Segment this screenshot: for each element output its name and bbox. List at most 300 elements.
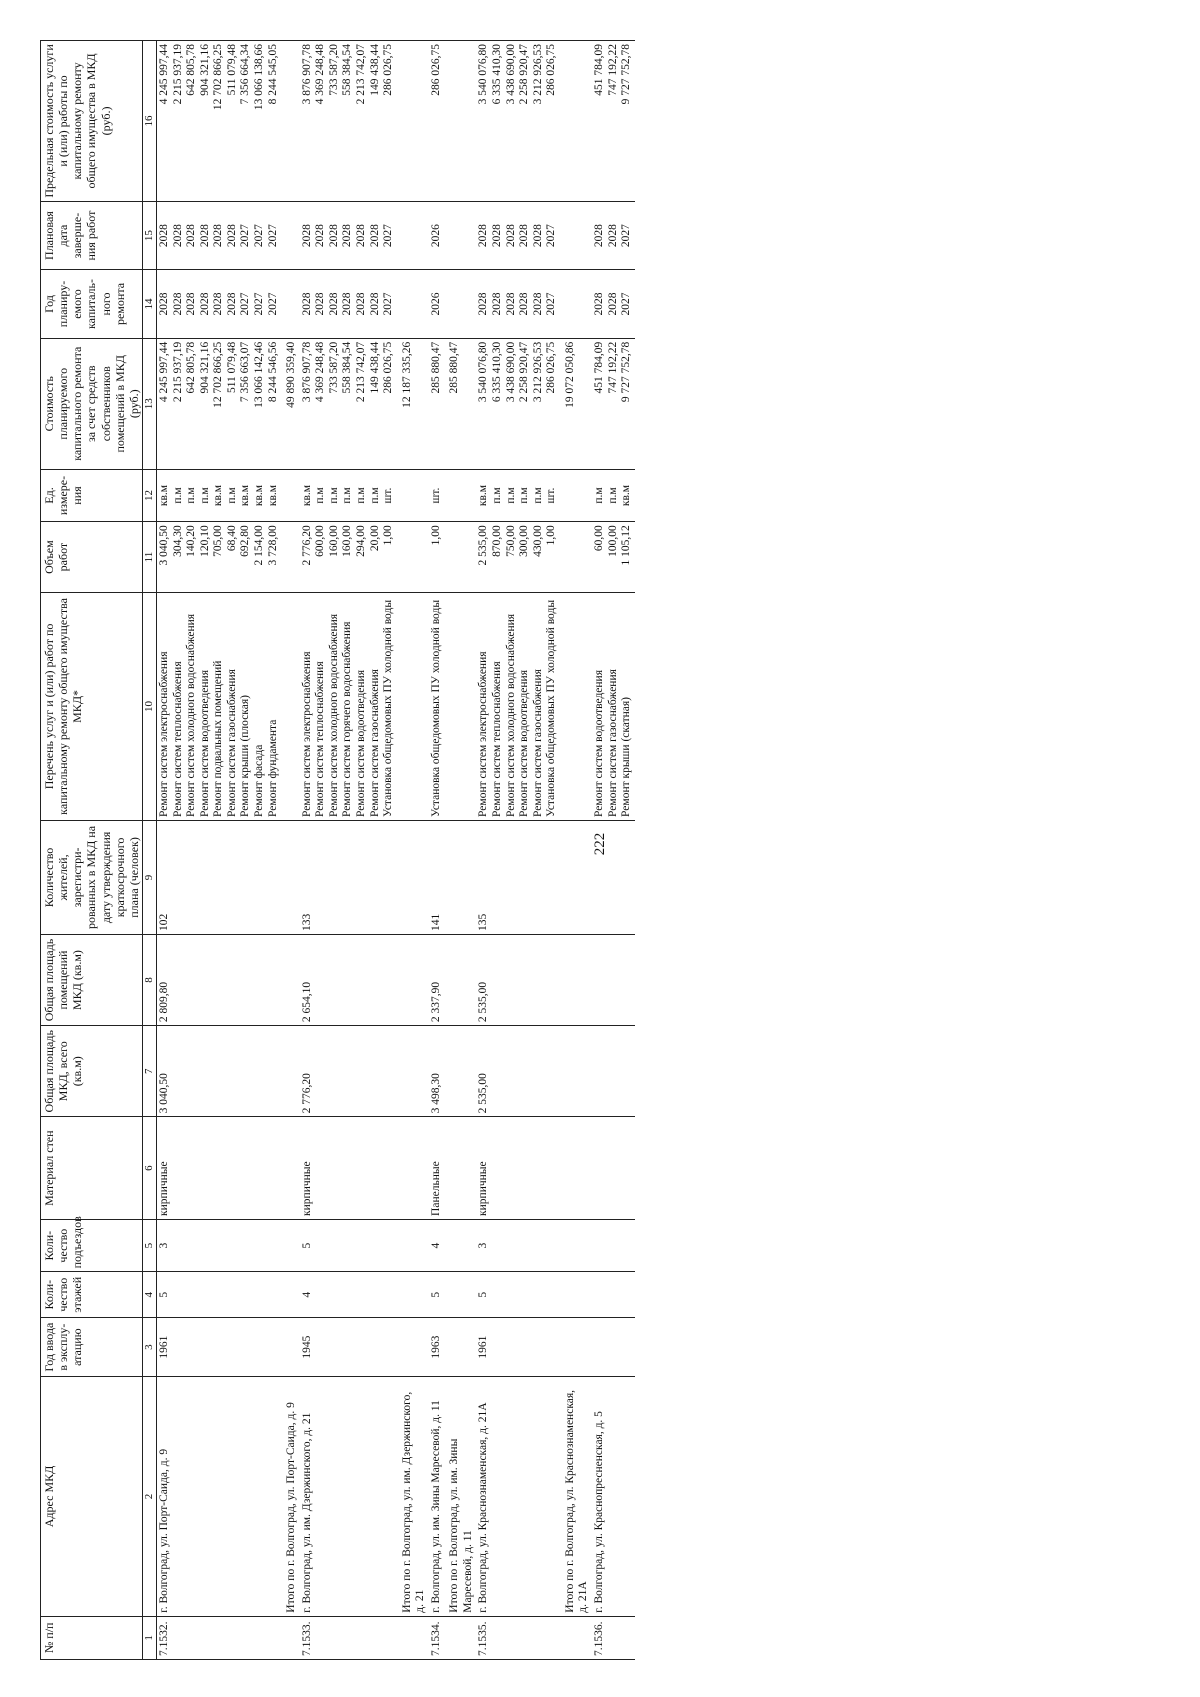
max-cost-line: 451 784,09 [592, 44, 605, 96]
completion-year [300, 201, 397, 269]
subtotal-cost: 285 880,47 [444, 338, 476, 469]
work-cost-line: 8 244 546,56 [266, 341, 279, 403]
work-volume-line: 120,10 [198, 525, 211, 557]
repair-year-line: 2028 [606, 292, 619, 316]
max-cost-line: 286 026,75 [545, 44, 558, 96]
completion-year-line: 2028 [491, 224, 503, 248]
row-number: 7.1534. [429, 1616, 445, 1659]
table-cell [560, 820, 592, 934]
work-unit-line: п.м [368, 487, 381, 504]
completion-year-line: 2028 [504, 224, 517, 248]
table-cell [444, 934, 476, 1025]
work-item-line: Установка общедомовых ПУ холодной воды [382, 599, 395, 817]
work-unit-line: шт. [545, 487, 558, 504]
repair-year [300, 270, 397, 338]
column-number: 5 [143, 1219, 157, 1271]
work-unit-line: п.м [592, 487, 605, 504]
column-number: 13 [143, 338, 157, 469]
table-cell [397, 522, 429, 593]
page-number: 222 [592, 832, 608, 856]
max-cost-line: 511 079,48 [225, 44, 238, 96]
work-item-line: Ремонт систем газоснабжения [531, 669, 544, 817]
work-unit [300, 469, 397, 521]
max-cost-line: 3 438 690,00 [504, 44, 517, 105]
table-cell [397, 1117, 429, 1220]
column-number: 10 [143, 592, 157, 820]
table-cell [281, 522, 300, 593]
row-number: 7.1536. [592, 1616, 635, 1659]
column-number: 11 [143, 522, 157, 593]
work-item-line: Ремонт крыши (плоская) [239, 695, 252, 817]
max-cost-line: 149 438,44 [368, 44, 381, 96]
repair-year-line: 2028 [171, 292, 184, 316]
work-cost [157, 338, 282, 469]
work-item-line: Установка общедомовых ПУ холодной воды [429, 599, 442, 817]
table-body [157, 41, 635, 1660]
work-item [476, 592, 559, 820]
wall-material: Панельные [429, 1117, 445, 1220]
table-cell [560, 1616, 592, 1659]
work-item [592, 592, 635, 820]
repair-year-line: 2028 [327, 292, 340, 316]
work-unit-line: шт. [382, 487, 395, 504]
completion-year-line: 2028 [354, 224, 367, 248]
column-number: 14 [143, 270, 157, 338]
repair-year-line: 2028 [518, 292, 531, 316]
max-cost-line: 6 335 410,30 [491, 44, 503, 105]
max-cost-line: 3 876 907,78 [300, 44, 313, 105]
table-cell [397, 592, 429, 820]
work-volume-line: 3 728,00 [266, 525, 279, 566]
work-item [157, 592, 282, 820]
subtotal-cost: 12 187 335,26 [397, 338, 429, 469]
building-row [157, 41, 282, 1660]
table-cell [444, 820, 476, 934]
table-cell [281, 1272, 300, 1318]
work-volume-line: 2 535,00 [477, 525, 490, 566]
work-unit-line: п.м [327, 487, 340, 504]
completion-year [476, 201, 559, 269]
subtotal-cost: 19 072 050,86 [560, 338, 592, 469]
subtotal-label: Итого по г. Волгоград, ул. им. Дзержинского, д. 21 [397, 1377, 429, 1616]
completion-year [592, 201, 635, 269]
column-number: 7 [143, 1026, 157, 1117]
table-cell [281, 201, 300, 269]
work-volume [592, 522, 635, 593]
work-volume-line: 160,00 [341, 525, 354, 557]
entrance-count: 3 [476, 1219, 559, 1271]
repair-year-line: 2028 [504, 292, 517, 316]
work-unit-line: п.м [531, 487, 544, 504]
repair-year-line: 2028 [531, 292, 544, 316]
building-row [429, 41, 445, 1660]
completion-year-line: 2028 [606, 224, 619, 248]
total-area: 3 498,30 [429, 1026, 445, 1117]
building-address: г. Волгоград, ул. им. Дзержинского, д. 21 [300, 1377, 397, 1616]
completion-year-line: 2028 [300, 224, 313, 248]
table-cell [397, 41, 429, 202]
table-cell [281, 270, 300, 338]
work-volume-line: 1,00 [429, 525, 442, 546]
max-cost-line: 13 066 138,66 [253, 44, 265, 111]
work-unit-line: п.м [341, 487, 354, 504]
completion-year-line: 2028 [314, 224, 327, 248]
column-header: Материал стен [41, 1117, 143, 1220]
floor-count: 4 [300, 1272, 397, 1318]
entrance-count: 4 [429, 1219, 445, 1271]
column-header: Год ввода в эксплу-атацию [41, 1317, 143, 1376]
work-unit-line: п.м [354, 487, 367, 504]
column-number-row [143, 41, 157, 1660]
column-header: Предельная стоимость услуги и (или) работы по капитальному ремонту общего имущества в МКД (руб.) [41, 41, 143, 202]
row-number: 7.1535. [476, 1616, 559, 1659]
table-cell [397, 1317, 429, 1376]
table-cell [560, 592, 592, 820]
max-cost-line: 2 215 937,19 [171, 44, 184, 105]
repair-year-line: 2028 [368, 292, 381, 316]
table-cell [560, 270, 592, 338]
work-volume-line: 294,00 [354, 525, 367, 557]
table-cell [560, 522, 592, 593]
table-cell [281, 1317, 300, 1376]
table-cell [560, 1117, 592, 1220]
repair-year-line: 2027 [253, 292, 265, 316]
completion-year-line: 2028 [198, 224, 211, 248]
repair-year-line: 2028 [477, 292, 490, 316]
work-unit-line: кв.м [158, 484, 171, 507]
max-cost-line: 7 356 664,34 [239, 44, 252, 105]
wall-material [592, 1117, 635, 1220]
work-cost [300, 338, 397, 469]
table-cell [281, 1026, 300, 1117]
subtotal-label: Итого по г. Волгоград, ул. им. Зины Маресевой, д. 11 [444, 1377, 476, 1616]
max-cost-line: 2 258 920,47 [518, 44, 531, 105]
work-item-line: Ремонт систем теплоснабжения [491, 661, 503, 817]
work-cost-line: 2 215 937,19 [171, 341, 184, 403]
work-cost-line: 4 245 997,44 [158, 341, 171, 403]
table-cell [397, 201, 429, 269]
work-item-line: Ремонт систем водоотведения [518, 669, 531, 817]
work-item-line: Ремонт систем холодного водоснабжения [504, 613, 517, 817]
resident-count [592, 820, 635, 934]
table-cell [560, 201, 592, 269]
building-row [476, 41, 559, 1660]
table-cell [397, 934, 429, 1025]
wall-material: кирпичные [476, 1117, 559, 1220]
work-volume-line: 430,00 [531, 525, 544, 557]
row-number: 7.1533. [300, 1616, 397, 1659]
repair-year-line: 2027 [382, 292, 395, 316]
completion-year-line: 2028 [368, 224, 381, 248]
max-cost-line: 286 026,75 [382, 44, 395, 96]
table-cell [281, 1616, 300, 1659]
table-cell [397, 1219, 429, 1271]
work-item-line: Ремонт систем теплоснабжения [314, 661, 327, 817]
work-volume-line: 20,00 [368, 525, 381, 552]
resident-count: 135 [476, 820, 559, 934]
work-unit-line: п.м [504, 487, 517, 504]
table-cell [397, 1272, 429, 1318]
table-cell [281, 934, 300, 1025]
table-cell [397, 1616, 429, 1659]
floor-count: 5 [429, 1272, 445, 1318]
repair-year-line: 2028 [341, 292, 354, 316]
work-volume-line: 304,30 [171, 525, 184, 557]
work-unit-line: шт. [429, 487, 442, 504]
completion-year-line: 2027 [253, 224, 265, 248]
table-cell [444, 1317, 476, 1376]
work-cost-line: 9 727 752,78 [620, 341, 633, 403]
repair-year [592, 270, 635, 338]
completion-year-line: 2028 [518, 224, 531, 248]
work-volume [476, 522, 559, 593]
column-header: Стоимость планируемого капитального ремонта за счет средств собственников помещений в МКД (руб.) [41, 338, 143, 469]
max-cost [476, 41, 559, 202]
table-cell [444, 469, 476, 521]
table-cell [560, 934, 592, 1025]
work-cost-line: 747 192,22 [606, 341, 619, 394]
work-unit-line: кв.м [300, 484, 313, 507]
max-cost-line: 3 212 926,53 [531, 44, 544, 105]
repair-year-line: 2026 [429, 292, 442, 316]
wall-material: кирпичные [300, 1117, 397, 1220]
column-number: 8 [143, 934, 157, 1025]
subtotal-label: Итого по г. Волгоград, ул. Порт-Саида, д. 9 [281, 1377, 300, 1616]
work-unit-line: кв.м [239, 484, 252, 507]
column-number: 9 [143, 820, 157, 934]
work-volume-line: 692,80 [239, 525, 252, 557]
completion-year [157, 201, 282, 269]
max-cost-line: 733 587,20 [327, 44, 340, 96]
work-item [429, 592, 445, 820]
rotated-page [40, 40, 1140, 1660]
table-cell [397, 820, 429, 934]
resident-count: 141 [429, 820, 445, 934]
work-volume-line: 68,40 [225, 525, 238, 552]
work-item [300, 592, 397, 820]
work-item-line: Ремонт фасада [253, 744, 265, 817]
wall-material: кирпичные [157, 1117, 282, 1220]
column-header: Плановая дата заверше-ния работ [41, 201, 143, 269]
work-unit-line: кв.м [212, 484, 225, 507]
work-unit-line: кв.м [620, 484, 633, 507]
work-item-line: Ремонт систем электроснабжения [158, 651, 171, 817]
max-cost-line: 642 805,78 [185, 44, 198, 96]
max-cost-line: 558 384,54 [341, 44, 354, 96]
work-volume-line: 750,00 [504, 525, 517, 557]
work-cost-line: 4 369 248,48 [314, 341, 327, 403]
work-cost-line: 3 438 690,00 [504, 341, 517, 403]
work-volume [300, 522, 397, 593]
table-cell [444, 1272, 476, 1318]
building-address: г. Волгоград, ул. Краснопресненская, д. 5 [592, 1377, 635, 1616]
column-header: Коли-чество этажей [41, 1272, 143, 1318]
repair-year-line: 2028 [158, 292, 171, 316]
work-item-line: Установка общедомовых ПУ холодной воды [545, 599, 558, 817]
table-cell [560, 1026, 592, 1117]
column-header: Общая площадь МКД, всего (кв.м) [41, 1026, 143, 1117]
completion-year-line: 2028 [341, 224, 354, 248]
work-unit [157, 469, 282, 521]
building-row [300, 41, 397, 1660]
table-cell [560, 41, 592, 202]
total-area [592, 1026, 635, 1117]
column-number: 16 [143, 41, 157, 202]
work-cost-line: 13 066 142,46 [253, 341, 265, 408]
table-cell [560, 1317, 592, 1376]
column-number: 1 [143, 1616, 157, 1659]
max-cost-line: 4 369 248,48 [314, 44, 327, 105]
max-cost-line: 2 213 742,07 [354, 44, 367, 105]
column-header: Количество жителей, зарегистри-рованных в МКД на дату утверждения краткосрочного плана (человек) [41, 820, 143, 934]
max-cost-line: 904 321,16 [198, 44, 211, 96]
work-volume-line: 600,00 [314, 525, 327, 557]
completion-year-line: 2028 [158, 224, 171, 248]
max-cost [429, 41, 445, 202]
floor-count: 5 [157, 1272, 282, 1318]
table-cell [444, 522, 476, 593]
subtotal-label: Итого по г. Волгоград, ул. Краснознаменская, д. 21А [560, 1377, 592, 1616]
capital-repair-table [40, 40, 635, 1660]
entrance-count: 3 [157, 1219, 282, 1271]
repair-year-line: 2027 [266, 292, 279, 316]
work-item-line: Ремонт фундамента [266, 719, 279, 817]
work-unit-line: п.м [171, 487, 184, 504]
column-header: Ед. измере-ния [41, 469, 143, 521]
column-header: Год планиру-емого капиталь-ного ремонта [41, 270, 143, 338]
work-volume [429, 522, 445, 593]
work-cost [592, 338, 635, 469]
max-cost-line: 12 702 866,25 [212, 44, 225, 111]
work-unit [429, 469, 445, 521]
table-cell [444, 1026, 476, 1117]
repair-year [476, 270, 559, 338]
completion-year-line: 2028 [225, 224, 238, 248]
premises-area: 2 535,00 [476, 934, 559, 1025]
completion-year-line: 2028 [531, 224, 544, 248]
completion-year-line: 2027 [382, 224, 395, 248]
max-cost [157, 41, 282, 202]
column-header: Коли-чество подъездов [41, 1219, 143, 1271]
table-cell [560, 1219, 592, 1271]
subtotal-row [281, 41, 300, 1660]
work-cost-line: 733 587,20 [327, 341, 340, 394]
column-number: 15 [143, 201, 157, 269]
repair-year-line: 2027 [620, 292, 633, 316]
header-row [41, 41, 143, 1660]
commission-year: 1961 [157, 1317, 282, 1376]
entrance-count [592, 1219, 635, 1271]
commission-year [592, 1317, 635, 1376]
max-cost-line: 8 244 545,05 [266, 44, 279, 105]
table-cell [444, 1616, 476, 1659]
work-volume-line: 1,00 [545, 525, 558, 546]
work-unit-line: п.м [491, 487, 503, 504]
max-cost [300, 41, 397, 202]
column-header: Адрес МКД [41, 1377, 143, 1616]
work-cost [476, 338, 559, 469]
work-item-line: Ремонт систем холодного водоснабжения [327, 613, 340, 817]
work-item-line: Ремонт систем электроснабжения [300, 651, 313, 817]
work-item-line: Ремонт систем газоснабжения [606, 669, 619, 817]
work-unit [592, 469, 635, 521]
completion-year [429, 201, 445, 269]
work-cost-line: 904 321,16 [198, 341, 211, 394]
completion-year-line: 2028 [212, 224, 225, 248]
work-cost-line: 7 356 663,07 [239, 341, 252, 403]
work-unit-line: кв.м [253, 484, 265, 507]
work-unit-line: п.м [314, 487, 327, 504]
column-number: 3 [143, 1317, 157, 1376]
column-header: Общая площадь помещений МКД (кв.м) [41, 934, 143, 1025]
total-area: 2 776,20 [300, 1026, 397, 1117]
repair-year-line: 2028 [300, 292, 313, 316]
work-volume-line: 140,20 [185, 525, 198, 557]
completion-year-line: 2028 [592, 224, 605, 248]
max-cost-line: 3 540 076,80 [477, 44, 490, 105]
table-cell [560, 1272, 592, 1318]
table-cell [397, 469, 429, 521]
table-cell [281, 592, 300, 820]
work-unit [476, 469, 559, 521]
subtotal-cost: 49 890 359,40 [281, 338, 300, 469]
entrance-count: 5 [300, 1219, 397, 1271]
work-volume-line: 3 040,50 [158, 525, 171, 566]
repair-year-line: 2027 [239, 292, 252, 316]
table-cell [444, 1219, 476, 1271]
column-number: 12 [143, 469, 157, 521]
building-row [592, 41, 635, 1660]
work-cost-line: 149 438,44 [368, 341, 381, 394]
work-cost-line: 558 384,54 [341, 341, 354, 394]
work-unit-line: п.м [518, 487, 531, 504]
repair-year [157, 270, 282, 338]
repair-year-line: 2028 [225, 292, 238, 316]
work-unit-line: п.м [606, 487, 619, 504]
repair-year-line: 2028 [491, 292, 503, 316]
work-volume-line: 1 105,12 [620, 525, 633, 566]
total-area: 2 535,00 [476, 1026, 559, 1117]
repair-year [429, 270, 445, 338]
repair-year-line: 2028 [592, 292, 605, 316]
work-item-line: Ремонт систем горячего водоснабжения [341, 621, 354, 817]
completion-year-line: 2027 [239, 224, 252, 248]
premises-area: 2 654,10 [300, 934, 397, 1025]
work-volume-line: 300,00 [518, 525, 531, 557]
subtotal-row [560, 41, 592, 1660]
table-cell [560, 469, 592, 521]
work-item-line: Ремонт подвальных помещений [212, 660, 225, 817]
work-volume-line: 160,00 [327, 525, 340, 557]
repair-year-line: 2028 [185, 292, 198, 316]
building-address: г. Волгоград, ул. им. Зины Маресевой, д. 11 [429, 1377, 445, 1616]
work-volume [157, 522, 282, 593]
completion-year-line: 2028 [185, 224, 198, 248]
table-cell [444, 1117, 476, 1220]
column-number: 2 [143, 1377, 157, 1616]
row-number: 7.1532. [157, 1616, 282, 1659]
work-item-line: Ремонт систем электроснабжения [477, 651, 490, 817]
work-cost [429, 338, 445, 469]
table-cell [281, 1117, 300, 1220]
max-cost-line: 747 192,22 [606, 44, 619, 96]
commission-year: 1945 [300, 1317, 397, 1376]
table-cell [281, 41, 300, 202]
work-unit-line: п.м [225, 487, 238, 504]
completion-year-line: 2028 [327, 224, 340, 248]
work-cost-line: 451 784,09 [592, 341, 605, 394]
total-area: 3 040,50 [157, 1026, 282, 1117]
